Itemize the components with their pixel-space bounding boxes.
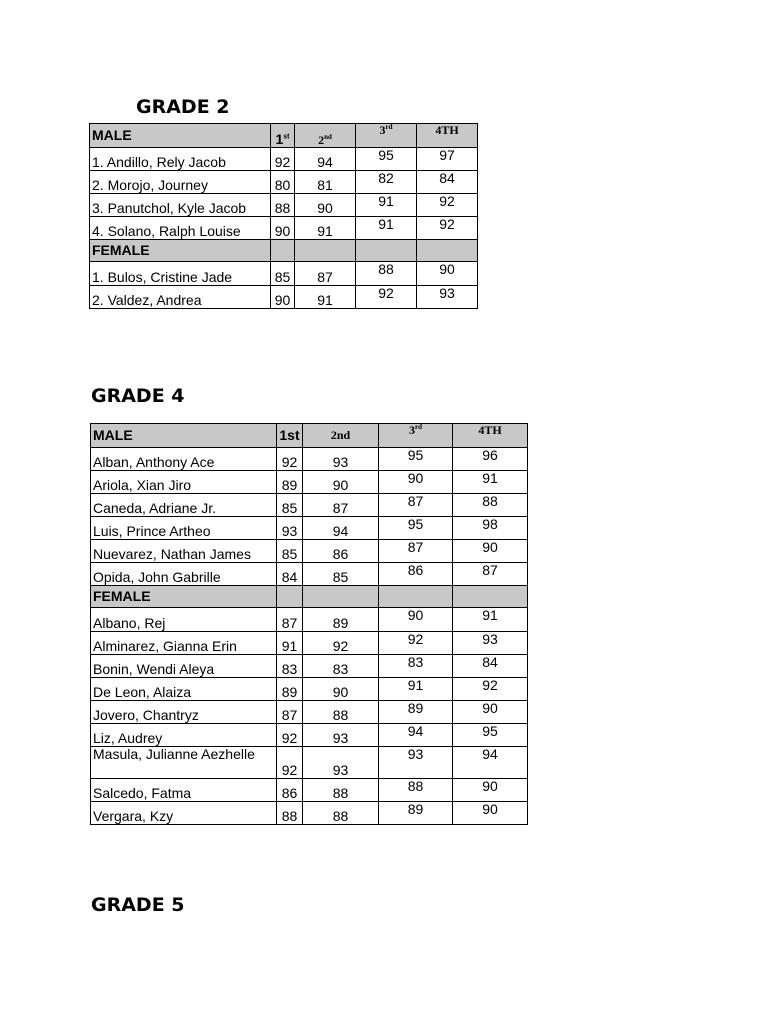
student-row — [91, 802, 528, 825]
grade-q3: 83 — [379, 655, 453, 678]
student-row — [91, 608, 528, 632]
grade-q2: 88 — [303, 701, 379, 724]
female-section-label: FEMALE — [90, 240, 271, 262]
grade-q1: 88 — [271, 194, 295, 217]
student-name: Alminarez, Gianna Erin — [91, 632, 277, 655]
grade-q3: 89 — [379, 802, 453, 825]
student-name: 2. Morojo, Journey — [90, 171, 271, 194]
grade-q3: 91 — [356, 217, 417, 240]
grade-q2: 88 — [303, 802, 379, 825]
section-blank-cell — [453, 586, 528, 608]
section-blank-cell — [277, 586, 303, 608]
table-header-row — [91, 424, 528, 448]
female-section-label: FEMALE — [91, 586, 277, 608]
grade-q4: 94 — [453, 747, 528, 779]
student-row — [91, 471, 528, 494]
section-blank-cell — [417, 240, 478, 262]
grade-q1: 90 — [271, 286, 295, 309]
grade-q2: 90 — [303, 471, 379, 494]
grade-q3: 88 — [356, 262, 417, 286]
grade-q1: 91 — [277, 632, 303, 655]
grade-q1: 92 — [277, 448, 303, 471]
grade-q1: 85 — [277, 540, 303, 563]
grade-q2: 93 — [303, 724, 379, 747]
student-row — [91, 779, 528, 802]
grade-4-table — [90, 423, 528, 825]
female-section-row — [90, 240, 478, 262]
student-row — [91, 701, 528, 724]
quarter-1-header: 1st — [271, 124, 295, 148]
grade-5-heading: GRADE 5 — [91, 894, 185, 916]
grade-q4: 90 — [453, 779, 528, 802]
grade-q1: 83 — [277, 655, 303, 678]
section-blank-cell — [295, 240, 356, 262]
grade-q2: 87 — [303, 494, 379, 517]
grade-q1: 89 — [277, 678, 303, 701]
section-blank-cell — [379, 586, 453, 608]
quarter-4-header: 4TH — [417, 124, 478, 148]
grade-q4: 92 — [453, 678, 528, 701]
grade-q1: 84 — [277, 563, 303, 586]
student-name: Masula, Julianne Aezhelle — [91, 747, 277, 779]
grade-q4: 98 — [453, 517, 528, 540]
grade-q2: 94 — [295, 148, 356, 171]
grade-q2: 90 — [303, 678, 379, 701]
grade-q1: 85 — [271, 262, 295, 286]
student-row — [91, 563, 528, 586]
grade-q4: 95 — [453, 724, 528, 747]
grade-q4: 88 — [453, 494, 528, 517]
grade-q4: 90 — [453, 802, 528, 825]
quarter-3-header: 3rd — [356, 124, 417, 148]
section-blank-cell — [303, 586, 379, 608]
student-row — [91, 678, 528, 701]
grade-q2: 91 — [295, 217, 356, 240]
quarter-4-header: 4TH — [453, 424, 528, 448]
grade-q2: 87 — [295, 262, 356, 286]
student-row — [90, 194, 478, 217]
grade-q3: 95 — [356, 148, 417, 171]
grade-q2: 89 — [303, 608, 379, 632]
grade-q4: 90 — [453, 701, 528, 724]
male-section-label: MALE — [90, 124, 271, 148]
student-name: 1. Bulos, Cristine Jade — [90, 262, 271, 286]
grade-q4: 90 — [417, 262, 478, 286]
grade-q2: 93 — [303, 448, 379, 471]
grade-q1: 90 — [271, 217, 295, 240]
grade-2-heading: GRADE 2 — [136, 96, 230, 118]
student-name: Alban, Anthony Ace — [91, 448, 277, 471]
student-name: Opida, John Gabrille — [91, 563, 277, 586]
grade-q2: 90 — [295, 194, 356, 217]
grade-q2: 88 — [303, 779, 379, 802]
grade-q4: 93 — [453, 632, 528, 655]
student-name: Luis, Prince Artheo — [91, 517, 277, 540]
grade-q1: 92 — [277, 724, 303, 747]
grade-q3: 89 — [379, 701, 453, 724]
grade-q3: 95 — [379, 448, 453, 471]
grade-q1: 92 — [277, 747, 303, 779]
student-row — [91, 448, 528, 471]
grade-q3: 91 — [356, 194, 417, 217]
student-name: Bonin, Wendi Aleya — [91, 655, 277, 678]
grade-q4: 84 — [417, 171, 478, 194]
grade-q2: 83 — [303, 655, 379, 678]
student-name: Liz, Audrey — [91, 724, 277, 747]
grade-q3: 86 — [379, 563, 453, 586]
grade-q1: 88 — [277, 802, 303, 825]
grade-q2: 85 — [303, 563, 379, 586]
grade-q1: 93 — [277, 517, 303, 540]
student-name: Salcedo, Fatma — [91, 779, 277, 802]
grade-q2: 81 — [295, 171, 356, 194]
section-blank-cell — [356, 240, 417, 262]
quarter-2-header: 2nd — [303, 424, 379, 448]
grade-q3: 91 — [379, 678, 453, 701]
student-name: Jovero, Chantryz — [91, 701, 277, 724]
student-name: 4. Solano, Ralph Louise — [90, 217, 271, 240]
student-row — [90, 262, 478, 286]
student-name: Nuevarez, Nathan James — [91, 540, 277, 563]
grade-q1: 85 — [277, 494, 303, 517]
grade-4-heading: GRADE 4 — [91, 385, 185, 407]
quarter-1-header: 1st — [277, 424, 303, 448]
grade-q3: 87 — [379, 494, 453, 517]
grade-q3: 93 — [379, 747, 453, 779]
student-row — [90, 148, 478, 171]
grade-q4: 96 — [453, 448, 528, 471]
student-name: 3. Panutchol, Kyle Jacob — [90, 194, 271, 217]
female-section-row — [91, 586, 528, 608]
grade-q3: 95 — [379, 517, 453, 540]
grade-q4: 91 — [453, 471, 528, 494]
grade-q4: 97 — [417, 148, 478, 171]
grade-q1: 89 — [277, 471, 303, 494]
grade-q1: 80 — [271, 171, 295, 194]
student-name: Ariola, Xian Jiro — [91, 471, 277, 494]
grade-q1: 87 — [277, 608, 303, 632]
grade-q2: 93 — [303, 747, 379, 779]
student-row — [90, 217, 478, 240]
student-row — [90, 286, 478, 309]
student-row — [91, 655, 528, 678]
grade-2-table — [89, 123, 478, 309]
student-row — [91, 494, 528, 517]
table-header-row — [90, 124, 478, 148]
student-row — [91, 724, 528, 747]
grade-q3: 88 — [379, 779, 453, 802]
grade-q4: 87 — [453, 563, 528, 586]
grade-q4: 90 — [453, 540, 528, 563]
grade-q4: 84 — [453, 655, 528, 678]
grade-q2: 91 — [295, 286, 356, 309]
section-blank-cell — [271, 240, 295, 262]
grade-q3: 87 — [379, 540, 453, 563]
grade-q4: 92 — [417, 217, 478, 240]
grade-q3: 90 — [379, 471, 453, 494]
grade-q2: 86 — [303, 540, 379, 563]
grade-q2: 94 — [303, 517, 379, 540]
male-section-label: MALE — [91, 424, 277, 448]
quarter-2-header: 2nd — [295, 124, 356, 148]
grade-q3: 90 — [379, 608, 453, 632]
grade-q4: 92 — [417, 194, 478, 217]
grade-q3: 92 — [356, 286, 417, 309]
grade-q3: 82 — [356, 171, 417, 194]
grade-q4: 91 — [453, 608, 528, 632]
grade-q3: 92 — [379, 632, 453, 655]
student-row — [91, 517, 528, 540]
student-row — [91, 632, 528, 655]
grade-q2: 92 — [303, 632, 379, 655]
student-name: Caneda, Adriane Jr. — [91, 494, 277, 517]
student-name: Vergara, Kzy — [91, 802, 277, 825]
student-row — [91, 747, 528, 779]
student-name: De Leon, Alaiza — [91, 678, 277, 701]
student-name: 2. Valdez, Andrea — [90, 286, 271, 309]
grade-q3: 94 — [379, 724, 453, 747]
student-name: 1. Andillo, Rely Jacob — [90, 148, 271, 171]
student-row — [91, 540, 528, 563]
grade-q1: 87 — [277, 701, 303, 724]
student-row — [90, 171, 478, 194]
student-name: Albano, Rej — [91, 608, 277, 632]
quarter-3-header: 3rd — [379, 424, 453, 448]
grade-q4: 93 — [417, 286, 478, 309]
grade-q1: 86 — [277, 779, 303, 802]
grade-q1: 92 — [271, 148, 295, 171]
